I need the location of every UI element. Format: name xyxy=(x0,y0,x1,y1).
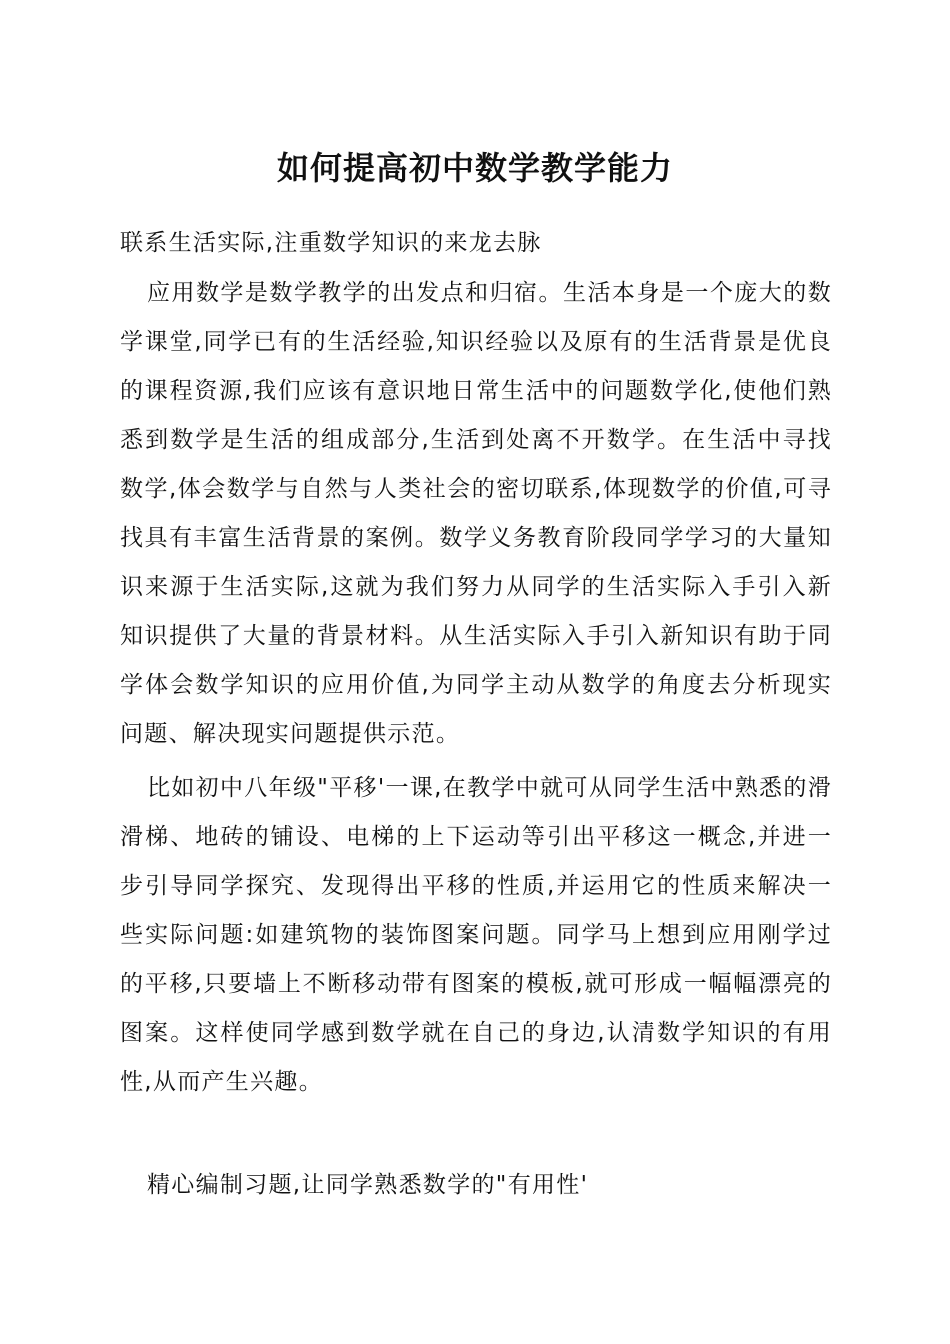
paragraph: 比如初中八年级"平移'一课,在教学中就可从同学生活中熟悉的滑滑梯、地砖的铺设、电梯的上下运动等引出平移这一概念,并进一步引导同学探究、发现得出平移的性质,并运用它的性质来解决一些实际问题:如建筑物的装饰图案问题。同学马上想到应用刚学过的平移,只要墙上不断移动带有图案的模板,就可形成一幅幅漂亮的图案。这样使同学感到数学就在自己的身边,认清数学知识的有用性,从而产生兴趣。 xyxy=(120,775,832,1095)
section-heading: 精心编制习题,让同学熟悉数学的"有用性' xyxy=(147,1172,589,1198)
section-heading: 联系生活实际,注重数学知识的来龙去脉 xyxy=(120,230,542,256)
paragraph: 应用数学是数学教学的出发点和归宿。生活本身是一个庞大的数学课堂,同学已有的生活经验,知识经验以及原有的生活背景是优良的课程资源,我们应该有意识地日常生活中的问题数学化,使他们熟悉到数学是生活的组成部分,生活到处离不开数学。在生活中寻找数学,体会数学与自然与人类社会的密切联系,体现数学的价值,可寻找具有丰富生活背景的案例。数学义务教育阶段同学学习的大量知识来源于生活实际,这就为我们努力从同学的生活实际入手引入新知识提供了大量的背景材料。从生活实际入手引入新知识有助于同学体会数学知识的应用价值,为同学主动从数学的角度去分析现实问题、解决现实问题提供示范。 xyxy=(120,280,832,747)
document-title: 如何提高初中数学教学能力 xyxy=(276,149,673,187)
